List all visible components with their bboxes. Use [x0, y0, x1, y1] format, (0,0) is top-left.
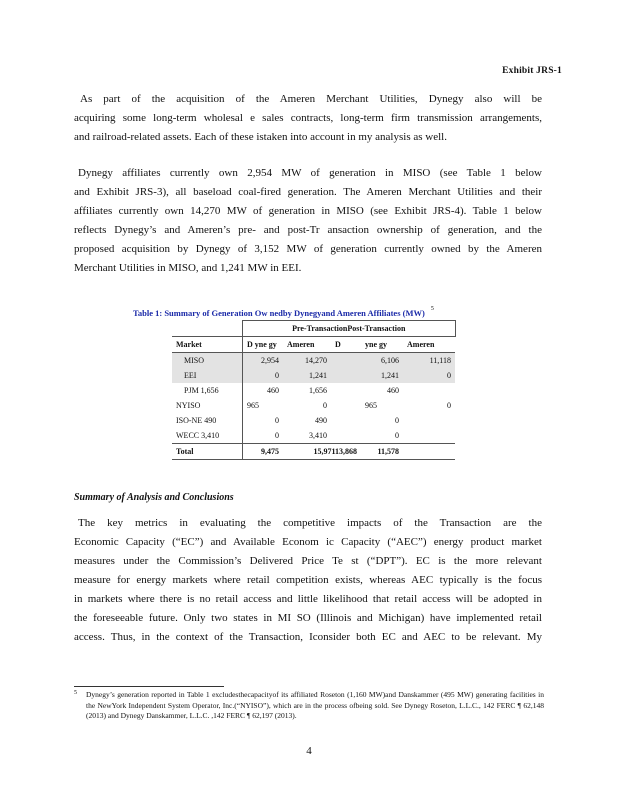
table-cell: 460 — [243, 383, 284, 398]
table-cell: 490 — [315, 416, 327, 425]
generation-table — [172, 320, 456, 460]
table-cell: 14,270 — [283, 353, 331, 369]
table-cell: 0 — [243, 368, 284, 383]
table-cell: 11,118 — [403, 353, 455, 369]
table-cell: 15,97113,868 — [283, 444, 361, 460]
table-cell: MISO — [172, 353, 243, 369]
paragraph-line: acquiring some long-term wholesal e sales contracts, long-term firm transmission arrangements, — [74, 112, 542, 124]
table-cell: 460 — [387, 386, 399, 395]
paragraph-line: measures under the Commission’s Delivered Price Te st (“DPT”). EC is the more relevant — [74, 555, 542, 567]
table-cell: 0 — [403, 368, 455, 383]
paragraph-line: Economic Capacity (“EC”) and Available Econom ic Capacity (“AEC”) energy product market — [74, 536, 542, 548]
column-header: Market — [172, 337, 243, 353]
table-cell: 1,241 — [283, 368, 331, 383]
table-cell: 0 — [395, 431, 399, 440]
table-caption-text: Table 1: Summary of Generation Ow nedby Dynegyand Ameren Affiliates (MW) — [133, 308, 425, 318]
column-header: D — [331, 337, 361, 353]
table-cell — [331, 413, 361, 428]
paragraph-line: As part of the acquisition of the Ameren Merchant Utilities, Dynegy also will be — [80, 93, 542, 105]
paragraph-line: the foreseeable future. Only two states in MI SO (Illinois and Michigan) have implemented retail — [74, 612, 542, 624]
footnote-ref: 5 — [430, 306, 434, 312]
footnote-divider — [74, 686, 224, 687]
table-row — [172, 413, 455, 428]
table-cell: 11,578 — [361, 444, 403, 460]
table-cell: 2,954 — [243, 353, 284, 369]
paragraph-line: in markets where there is no retail access and little likelihood that retail access will be adopted in — [74, 593, 542, 605]
table-cell: 6,106 — [361, 353, 403, 369]
paragraph-line: and railroad-related assets. Each of these istaken into account in my analysis as well. — [74, 131, 447, 143]
exhibit-label: Exhibit JRS-1 — [502, 66, 562, 76]
table-cell — [331, 428, 361, 444]
table-cell: EEI — [172, 368, 243, 383]
paragraph-line: measure for energy markets where retail competition exists, whereas AEC typically is the focus — [74, 574, 542, 586]
table-cell — [331, 353, 361, 369]
table-cell: 0 — [447, 401, 451, 410]
table-row — [172, 368, 455, 383]
table-cell: WECC 3,410 — [176, 431, 220, 440]
paragraph-acquisition — [74, 90, 542, 147]
table-cell: 1,656 — [309, 386, 327, 395]
table-cell: ISO-NE 490 — [176, 416, 217, 425]
table-group-header: Pre-TransactionPost-Transaction — [243, 321, 456, 337]
paragraph-line: reflects Dynegy’s and Ameren’s pre- and post-Tr ansaction ownership of generation, and the — [74, 224, 542, 236]
column-header: Ameren — [283, 337, 331, 353]
column-header: yne gy — [361, 337, 403, 353]
table-row — [172, 383, 455, 398]
table-cell: 1,241 — [361, 368, 403, 383]
table-header-row — [172, 337, 455, 353]
table-cell: Total — [172, 444, 243, 460]
paragraph-line: and Exhibit JRS-3), all baseload coal-fired generation. The Ameren Merchant Utilities and their — [74, 186, 542, 198]
table-row — [172, 353, 455, 369]
page-number: 4 — [306, 745, 312, 757]
footnote-text: Dynegy’s generation reported in Table 1 excludesthecapacityof its affiliated Roseton (1,160 MW)and Danskammer (495 MW) generating facilities in the NewYork Independent System Operator, Inc.(“NYISO”), which are in the process ofbeing sold. See Dynegy Roseton, L.L.C., 142 FERC ¶ 62,148 (2013) and Dynegy Danskammer, L.L.C. ,142 FERC ¶ 62,197 (2013). — [86, 690, 544, 720]
footnote-number: 5 — [74, 690, 77, 696]
table-cell: 3,410 — [309, 431, 327, 440]
table-cell: 965 — [365, 401, 377, 410]
table-cell: 0 — [395, 416, 399, 425]
table-cell — [403, 413, 455, 428]
paragraph-line: affiliates currently own 14,270 MW of generation in MISO (see Exhibit JRS-4). Table 1 below — [74, 205, 542, 217]
paragraph-line: The key metrics in evaluating the competitive impacts of the Transaction are the — [78, 517, 542, 529]
table-cell — [331, 383, 361, 398]
paragraph-key-metrics — [74, 514, 542, 647]
paragraph-line: access. Thus, in the context of the Transaction, Iconsider both EC and AEC to be relevant. My — [74, 631, 542, 643]
footnote — [74, 690, 544, 722]
paragraph-line: Merchant Utilities in MISO, and 1,241 MW in EEI. — [74, 262, 302, 274]
table-row — [172, 398, 455, 413]
table-cell — [403, 383, 455, 398]
table-cell — [331, 398, 361, 413]
table-total-row — [172, 444, 455, 460]
table-row — [172, 428, 455, 444]
paragraph-line: Dynegy affiliates currently own 2,954 MW of generation in MISO (see Table 1 below — [78, 167, 542, 179]
column-header: D yne gy — [243, 337, 284, 353]
paragraph-generation-ownership — [74, 164, 542, 278]
table-caption — [133, 306, 513, 318]
table-cell: 0 — [243, 413, 284, 428]
section-heading: Summary of Analysis and Conclusions — [74, 492, 234, 503]
table-cell — [403, 444, 455, 460]
table-cell: 965 — [243, 398, 284, 413]
column-header: Ameren — [403, 337, 455, 353]
table-cell — [403, 428, 455, 444]
table-cell: 0 — [323, 401, 327, 410]
table-cell: NYISO — [176, 401, 201, 410]
table-cell: 9,475 — [243, 444, 284, 460]
table-cell: 0 — [243, 428, 284, 444]
paragraph-line: proposed acquisition by Dynegy of 3,152 MW of generation currently owned by the Ameren — [74, 243, 542, 255]
table-cell: PJM 1,656 — [184, 386, 219, 395]
table-cell — [331, 368, 361, 383]
